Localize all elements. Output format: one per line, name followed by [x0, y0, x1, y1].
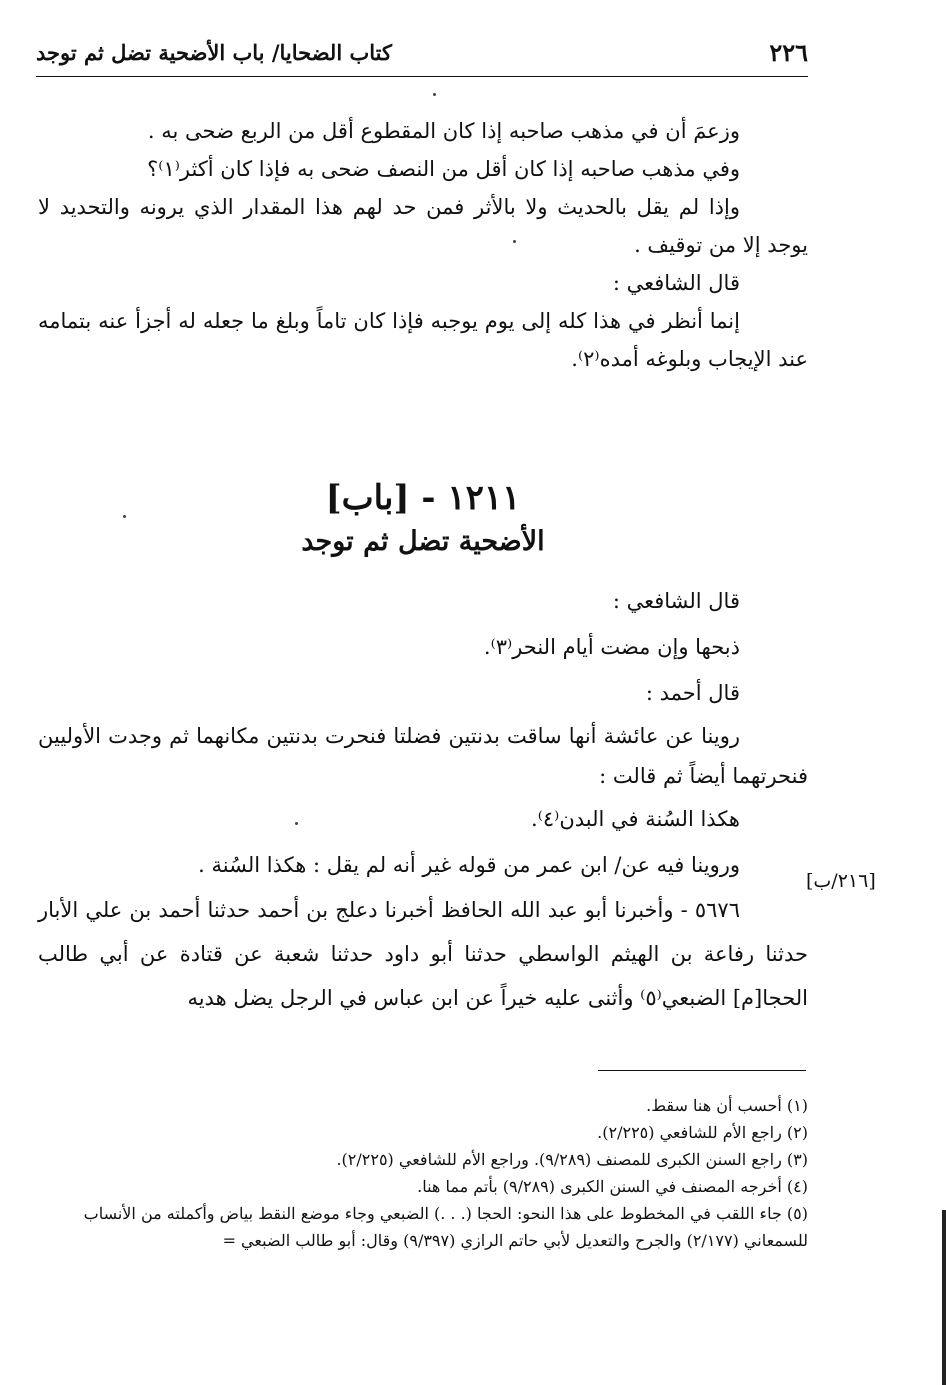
section-1	[38, 112, 808, 378]
scan-speck	[123, 515, 126, 518]
footnote: (٢) راجع الأم للشافعي (٢/٢٢٥).	[597, 1123, 808, 1142]
margin-reference: [٢١٦/ب]	[806, 870, 876, 892]
scan-speck	[513, 240, 516, 243]
running-title: كتاب الضحايا/ باب الأضحية تضل ثم توجد	[36, 40, 392, 65]
footnote: (٣) راجع السنن الكبرى للمصنف (٩/٢٨٩). وراجع الأم للشافعي (٢/٢٢٥).	[336, 1150, 808, 1169]
chapter-heading	[38, 474, 808, 562]
footnotes	[38, 1092, 808, 1254]
paragraph: وإذا لم يقل بالحديث ولا بالأثر فمن حد لهم هذا المقدار الذي يرونه والتحديد لا يوجد إلا من توقيف .	[38, 195, 808, 257]
paragraph: وروينا فيه عن/ ابن عمر من قوله غير أنه لم يقل : هكذا السُنة .	[198, 853, 740, 877]
page-number: ٢٢٦	[769, 38, 808, 67]
scan-speck	[295, 822, 298, 825]
chapter-title: الأضحية تضل ثم توجد	[301, 526, 545, 557]
running-header	[36, 36, 808, 77]
scan-edge	[942, 1210, 946, 1385]
paragraph: ذبحها وإن مضت أيام النحر⁽٣⁾.	[483, 635, 740, 659]
footnote: (٥) جاء اللقب في المخطوط على هذا النحو: الحجا (. . .) الضبعي وجاء موضع النقط بياض وأكملته من الأنساب للسمعاني (٢/١٧٧) والجرح والتعديل لأبي حاتم الرازي (٩/٣٩٧) وقال: أبو طالب الضبعي =	[83, 1204, 808, 1250]
speaker-line: قال الشافعي :	[612, 589, 740, 613]
speaker-line: قال الشافعي :	[612, 271, 740, 295]
paragraph: وزعمَ أن في مذهب صاحبه إذا كان المقطوع أقل من الربع ضحى به .	[147, 119, 740, 143]
paragraph: هكذا السُنة في البدن⁽٤⁾.	[531, 807, 740, 831]
quote-paragraph: إنما أنظر في هذا كله إلى يوم يوجبه فإذا كان تاماً وبلغ ما جعله له أجزأ عنه بتمامه عند الإيجاب وبلوغه أمده⁽٢⁾.	[38, 309, 808, 371]
speaker-line: قال أحمد :	[645, 681, 740, 705]
hadith-paragraph: ٥٦٧٦ - وأخبرنا أبو عبد الله الحافظ أخبرنا دعلج بن أحمد حدثنا أحمد بن علي الأبار حدثنا رفاعة بن الهيثم الواسطي حدثنا أبو داود حدثنا شعبة عن قتادة عن أبي طالب الحجا[م] الضبعي⁽٥⁾ وأثنى عليه خيراً عن ابن عباس في الرجل يضل هديه	[38, 898, 808, 1010]
scan-speck	[433, 93, 436, 96]
chapter-number: ١٢١١ - [باب]	[325, 478, 521, 518]
paragraph: وفي مذهب صاحبه إذا كان أقل من النصف ضحى به فإذا كان أكثر⁽١⁾؟	[147, 157, 740, 181]
footnote: (١) أحسب أن هنا سقط.	[646, 1096, 808, 1115]
paragraph: روينا عن عائشة أنها ساقت بدنتين فضلتا فنحرت بدنتين مكانهما ثم وجدت الأوليين فنحرتهما أيضاً ثم قالت :	[38, 724, 808, 788]
footnote: (٤) أخرجه المصنف في السنن الكبرى (٩/٢٨٩) بأتم مما هنا.	[417, 1177, 808, 1196]
section-2	[38, 578, 808, 1020]
footnote-divider	[598, 1070, 806, 1071]
